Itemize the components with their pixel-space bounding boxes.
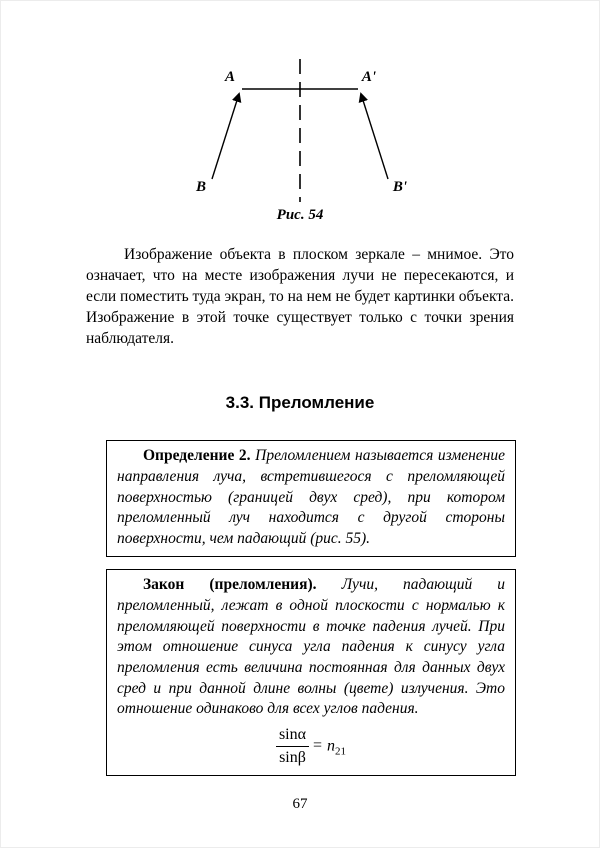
refraction-formula	[117, 726, 505, 768]
paragraph-mirror-image: Изображение объекта в плоском зеркале – мнимое. Это означает, что на месте изображения лучи не пересекаются, и если поместить туда экран, то на нем не будет картинки объекта. Изображение в этой точке существует только с точки зрения наблюдателя.	[86, 245, 514, 347]
equals-sign: =	[313, 737, 323, 755]
refractive-index-symbol: n	[327, 737, 336, 755]
figure-caption: Рис. 54	[276, 207, 324, 223]
fraction-numerator: sinα	[276, 726, 309, 747]
figure-54	[1, 55, 599, 205]
law-text	[117, 575, 505, 719]
refractive-index-subscript: 21	[335, 745, 347, 758]
definition-box	[106, 440, 516, 557]
label-B-prime: B'	[392, 179, 408, 195]
label-A: A	[224, 69, 236, 85]
law-box	[106, 569, 516, 775]
fraction	[276, 726, 309, 768]
page-number: 67	[292, 795, 308, 812]
image-arrow-ray	[361, 94, 388, 179]
law-lead: Закон (преломления).	[143, 576, 317, 594]
law-body: Лучи, падающий и преломленный, лежат в одной плоскости с нормалью к преломляющей поверхности в точке падения лучей. При этом отношение синуса угла падения к синусу угла преломления есть величина постоянная для данных двух сред и при данной длине волны (цвете) излучения. Это отношение одинаково для всех углов падения.	[117, 576, 505, 718]
definition-lead: Определение 2.	[143, 447, 251, 465]
label-B: B	[195, 179, 207, 195]
label-A-prime: A'	[361, 69, 377, 85]
fraction-denominator: sinβ	[279, 749, 306, 767]
plane-mirror-diagram	[175, 55, 425, 205]
definition-text	[117, 446, 505, 549]
definition-body: Преломлением называется изменение направления луча, встретившегося с преломляющей поверхностью (границей двух сред), при котором преломленный луч находится с другой стороны поверхности, чем падающий (рис. 55).	[117, 447, 505, 547]
object-arrow-ray	[212, 94, 239, 179]
section-heading: 3.3. Преломление	[225, 392, 375, 412]
